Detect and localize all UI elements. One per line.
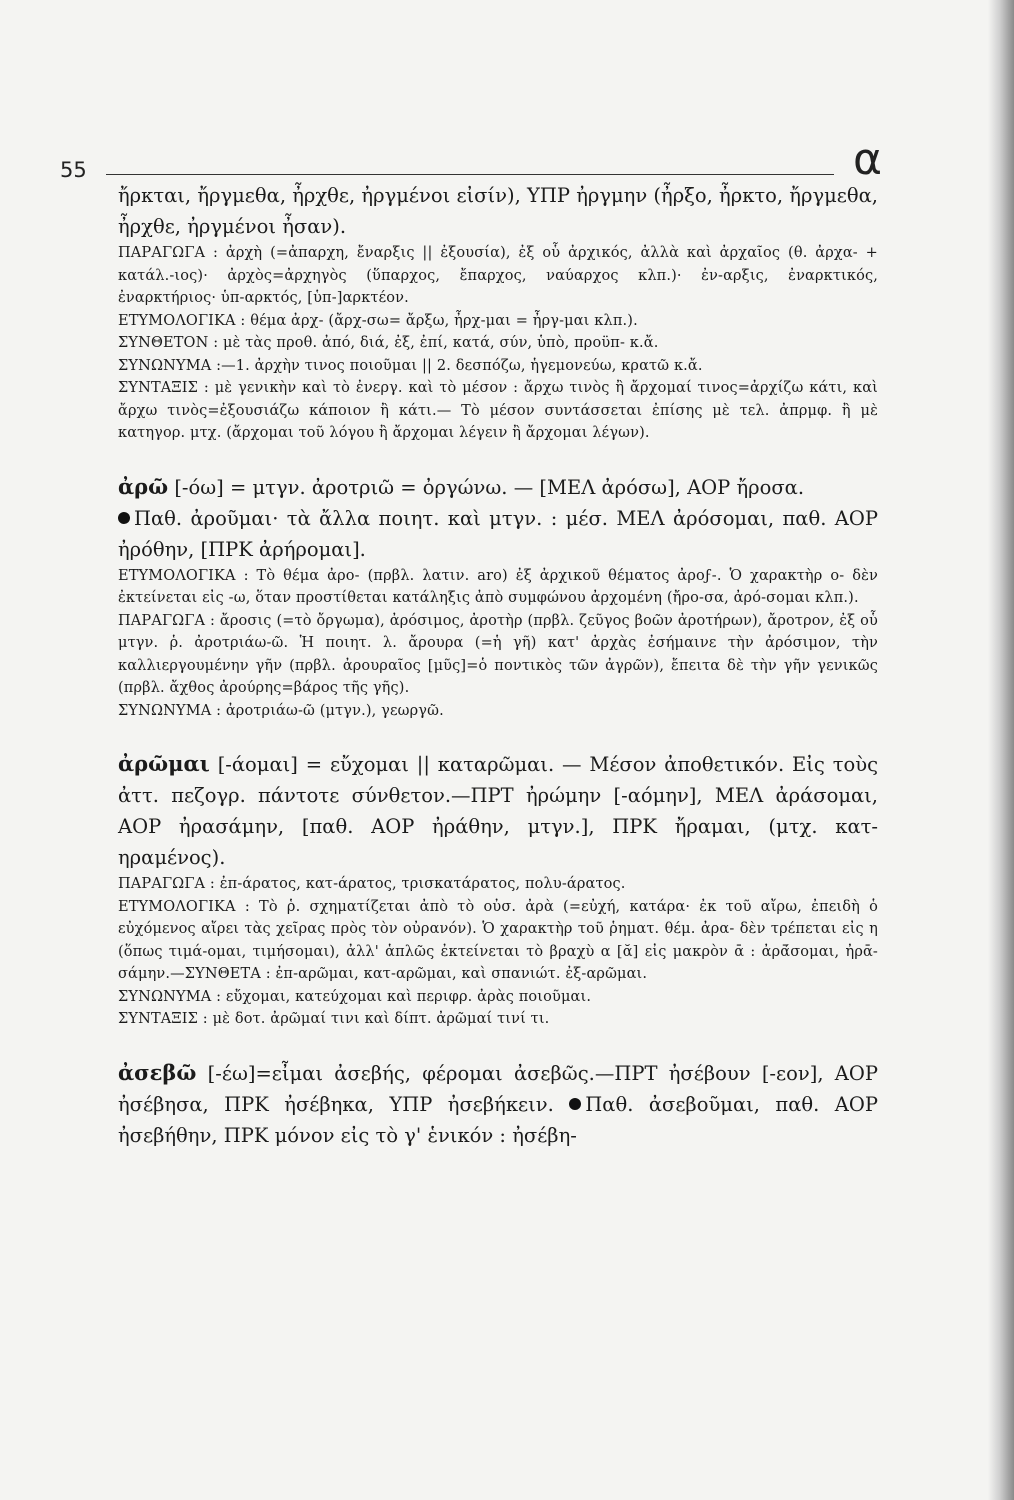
paragoga-section: ΠΑΡΑΓΩΓΑ : ἐπ-άρατος, κατ-άρατος, τρισκατάρατος, πολυ-άρατος. (118, 876, 626, 892)
bullet-icon (118, 512, 130, 524)
entry-definition: [-άομαι] = εὔχομαι || καταρῶμαι. — Μέσον ἀποθετικόν. Εἰς τοὺς ἀττ. πεζογρ. πάντοτε σύνθετον.—ΠΡΤ ἠρώμην [-αόμην], ΜΕΛ ἀράσομαι, ΑΟΡ ἠρασάμην, [παθ. ΑΟΡ ἠράθην, μτγν.], ΠΡΚ ἤραμαι, (μτχ. κατ-ηραμένος). (118, 753, 878, 869)
entry-archo-continued (118, 180, 878, 445)
entry-aromai (118, 748, 878, 1031)
passive-forms: Παθ. ἀροῦμαι· τὰ ἄλλα ποιητ. καὶ μτγν. : μέσ. ΜΕΛ ἀρόσομαι, παθ. ΑΟΡ ἠρόθην, [ΠΡΚ ἀρήρομαι]. (118, 506, 878, 561)
entry-headline (118, 471, 878, 503)
synonyma-section: ΣΥΝΩΝΥΜΑ : ἀροτριάω-ῶ (μτγν.), γεωργῶ. (118, 702, 444, 719)
syntaxis-section: ΣΥΝΤΑΞΙΣ : μὲ δοτ. ἀρῶμαί τινι καὶ δίπτ. ἀρῶμαί τινί τι. (118, 1011, 550, 1027)
entry-passive-line (118, 503, 878, 565)
bullet-icon (569, 1098, 581, 1110)
lemma: ἀρῶ (118, 473, 169, 499)
entry-continuation-line: ἤρκται, ἤργμεθα, ἦρχθε, ἠργμένοι εἰσίν), ΥΠΡ ἠργμην (ἦρξο, ἦρκτο, ἤργμεθα, ἦρχθε, ἠργμένοι ἦσαν). (118, 184, 878, 238)
lemma: ἀρῶμαι (118, 751, 210, 776)
synonyma-section: ΣΥΝΩΝΥΜΑ : εὔχομαι, κατεύχομαι καὶ περιφρ. ἀρὰς ποιοῦμαι. (118, 988, 592, 1005)
etymologika-section: ΕΤΥΜΟΛΟΓΙΚΑ : Τὸ θέμα ἀρο- (πρβλ. λατιν. aro) ἐξ ἀρχικοῦ θέματος ἀροϝ-. Ὁ χαρακτὴρ ο- δὲν ἐκτείνεται εἰς -ω, ὅταν προστίθεται κατάληξις ἀπὸ συμφώνου ἀρχομένη (ἤρο-σα, ἀρό-σομαι κλπ.). (118, 567, 878, 606)
etymologika-section: ΕΤΥΜΟΛΟΓΙΚΑ : θέμα ἀρχ- (ἄρχ-σω= ἄρξω, ἦρχ-μαι = ἦργ-μαι κλπ.). (118, 312, 638, 329)
entry-definition: [-όω] = μτγν. ἀροτριῶ = ὀργώνω. — [ΜΕΛ ἀρόσω], ΑΟΡ ἤροσα. (174, 475, 805, 499)
entry-headline (118, 748, 878, 873)
header-rule (106, 174, 834, 175)
syntaxis-section: ΣΥΝΤΑΞΙΣ : μὲ γενικὴν καὶ τὸ ἐνεργ. καὶ τὸ μέσον : ἄρχω τινὸς ἢ ἄρχομαί τινος=ἀρχίζω κάτι, καὶ ἄρχω τινὸς=ἐξουσιάζω κάποιον ἢ κάτι.— Τὸ μέσον συντάσσεται ἐπίσης μὲ τελ. ἀπρμφ. ἢ μὲ κατηγορ. μτχ. (ἄρχομαι τοῦ λόγου ἢ ἄρχομαι λέγειν ἢ ἄρχομαι λέγων). (118, 380, 878, 441)
entry-headline (118, 1057, 878, 1151)
paragoga-section: ΠΑΡΑΓΩΓΑ : ἄροσις (=τὸ ὄργωμα), ἀρόσιμος, ἀροτὴρ (πρβλ. ζεῦγος βοῶν ἀροτήρων), ἄροτρον, ἐξ οὗ μτγν. ῥ. ἀροτριάω-ῶ. Ἡ ποιητ. λ. ἄρουρα (=ἡ γῆ) κατ' ἀρχὰς ἐσήμαινε τὴν ἀρόσιμον, τὴν καλλιεργουμένην γῆν (πρβλ. ἀρουραῖος [μῦς]=ὁ ποντικὸς τῶν ἀγρῶν), ἔπειτα δὲ τὴν γῆν γενικῶς (πρβλ. ἄχθος ἀρούρης=βάρος τῆς γῆς). (118, 612, 878, 696)
syntheton-section: ΣΥΝΘΕΤΟΝ : μὲ τὰς προθ. ἀπό, διά, ἐξ, ἐπί, κατά, σύν, ὑπὸ, προϋπ- κ.ἄ. (118, 335, 659, 351)
entry-definition: [-έω]=εἶμαι ἀσεβής, φέρομαι ἀσεβῶς.—ΠΡΤ ἠσέβουν [-εον], ΑΟΡ ἠσέβησα, ΠΡΚ ἠσέβηκα, ΥΠΡ ἠσεβήκειν. (118, 1061, 878, 1116)
section-letter: α (852, 134, 882, 185)
synonyma-section: ΣΥΝΩΝΥΜΑ :—1. ἀρχὴν τινος ποιοῦμαι || 2. δεσπόζω, ἡγεμονεύω, κρατῶ κ.ἄ. (118, 357, 703, 374)
entry-aro (118, 471, 878, 723)
entry-asebo (118, 1057, 878, 1151)
paragoga-section: ΠΑΡΑΓΩΓΑ : ἀρχὴ (=ἀπαρχη, ἔναρξις || ἐξουσία), ἐξ οὗ ἀρχικός, ἀλλὰ καὶ ἀρχαῖος (θ. ἀρχα- + κατάλ.-ιος)· ἀρχὸς=ἀρχηγὸς (ὕπαρχος, ἔπαρχος, ναύαρχος κλπ.)· ἐν-αρξις, ἐναρκτικός, ἐναρκτήριος· ὑπ-αρκτός, [ὑπ-]αρκτέον. (118, 245, 878, 306)
page-number: 55 (60, 158, 87, 182)
lemma: ἀσεβῶ (118, 1059, 197, 1085)
dictionary-content (118, 180, 878, 1177)
passive-forms: Παθ. ἀσεβοῦμαι, παθ. ΑΟΡ ἠσεβήθην, ΠΡΚ μόνον εἰς τὸ γ' ἑνικόν : ἠσέβη- (118, 1092, 878, 1147)
page-edge-shadow (988, 0, 1014, 1500)
etymologika-section: ΕΤΥΜΟΛΟΓΙΚΑ : Τὸ ῥ. σχηματίζεται ἀπὸ τὸ οὐσ. ἀρὰ (=εὐχή, κατάρα· ἐκ τοῦ αἴρω, ἐπειδὴ ὁ εὐχόμενος αἴρει τὰς χεῖρας πρὸς τὸν οὐρανόν). Ὁ χαρακτὴρ τοῦ ῥηματ. θέμ. ἀρα- δὲν τρέπεται εἰς η (ὅπως τιμά-ομαι, τιμήσομαι), ἀλλ' ἁπλῶς ἐκτείνεται τὸ βραχὺ α [ᾰ] εἰς μακρὸν ᾱ : ἀρᾱ́σομαι, ἠρᾱ-σάμην.—ΣΥΝΘΕΤΑ : ἐπ-αρῶμαι, κατ-αρῶμαι, καὶ σπανιώτ. ἐξ-αρῶμαι. (118, 898, 878, 982)
